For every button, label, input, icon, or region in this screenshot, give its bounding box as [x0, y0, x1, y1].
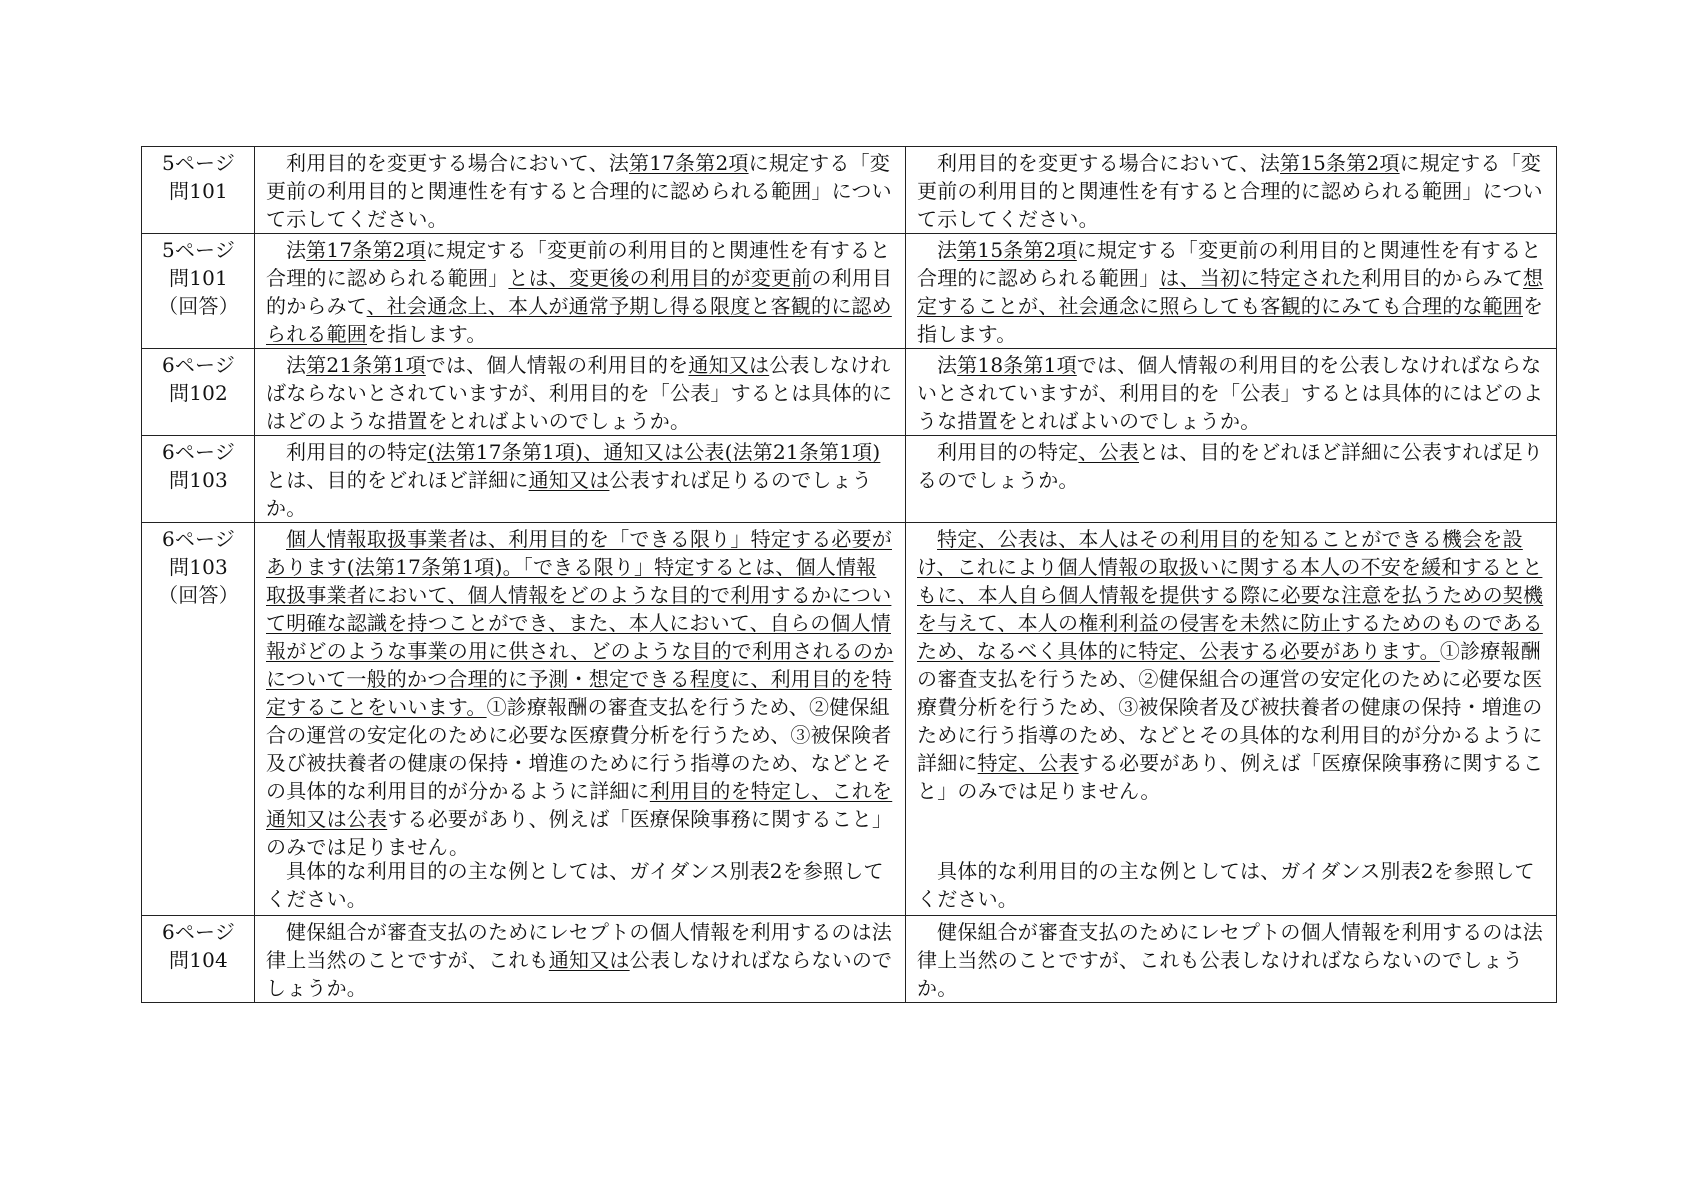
underlined-text: 第17条第2項: [629, 151, 749, 175]
text-segment: 具体的な利用目的の主な例としては、ガイダンス別表2を参照してください。: [266, 859, 884, 911]
text-segment: する必要があり、例えば「医療保険事務に関すること」のみでは足りません。: [266, 807, 893, 859]
text-segment: では、個人情報の利用目的を公表しなければならないとされていますが、利用目的を「公表」するとは具体的にはどのような措置をとればよいのでしょうか。: [917, 353, 1544, 433]
text-segment: 利用目的を変更する場合において、法: [286, 151, 629, 175]
text-segment: を指します。: [917, 294, 1544, 346]
row-label-line: 6ページ: [161, 440, 236, 464]
underlined-text: は、当初に特定された: [1159, 266, 1362, 290]
text-segment: 利用目的からみて: [1361, 266, 1524, 290]
row-label-line: 6ページ: [161, 920, 236, 944]
paragraph: [917, 918, 1546, 1002]
row-label-line: 問103: [169, 468, 228, 492]
paragraph: [266, 236, 895, 348]
text-segment: 具体的な利用目的の主な例としては、ガイダンス別表2を参照してください。: [917, 859, 1535, 911]
underlined-text: 個人情報取扱事業者は、利用目的を「できる限り」特定する必要があります(法第17条第1項)。「できる限り」特定するとは、個人情報取扱事業者において、個人情報をどのような目的で利用するかについて明確な認識を持つことができ、また、本人において、自らの個人情報がどのような事業の用に供され、どのような目的で利用されるのかについて一般的かつ合理的に予測・想定できる程度に、利用目的を特定することをいいます。: [266, 527, 894, 719]
underlined-text: 、公表: [1078, 440, 1140, 464]
text-segment: 公表すれば足りるのでしょうか。: [266, 468, 873, 520]
paragraph: [917, 525, 1546, 805]
table-row: [142, 349, 1557, 436]
row-label: [142, 349, 255, 436]
current-text-cell: [906, 523, 1557, 916]
revised-text-cell: [255, 234, 906, 349]
text-segment: とは、目的をどれほど詳細に: [266, 468, 529, 492]
text-segment: に規定する「変更前の利用目的と関連性を有すると合理的に認められる範囲」について示してください。: [266, 151, 892, 231]
paragraph: [266, 918, 895, 1002]
text-segment: 健保組合が審査支払のためにレセプトの個人情報を利用するのは法律上当然のことですが、これも公表しなければならないのでしょうか。: [917, 920, 1543, 1000]
current-text-cell: [906, 916, 1557, 1003]
underlined-text: 想定することが、社会通念に照らしても客観的にみても合理的な範囲: [917, 266, 1544, 318]
row-label: [142, 523, 255, 916]
table-row: [142, 436, 1557, 523]
text-segment: 法: [286, 238, 307, 262]
revised-text-cell: [255, 349, 906, 436]
text-segment: 利用目的の特定: [286, 440, 428, 464]
paragraph: [917, 236, 1546, 348]
paragraph: [917, 149, 1546, 233]
text-segment: 利用目的を変更する場合において、法: [937, 151, 1280, 175]
underlined-text: 第17条第2項: [306, 238, 426, 262]
underlined-text: 通知又は: [688, 353, 770, 377]
text-segment: 法: [937, 353, 958, 377]
paragraph: [266, 525, 895, 861]
current-text-cell: [906, 436, 1557, 523]
row-label-line: 5ページ: [161, 151, 236, 175]
text-segment: 公表しなければならないとされていますが、利用目的を「公表」するとは具体的にはどのような措置をとればよいのでしょうか。: [266, 353, 893, 433]
text-segment: では、個人情報の利用目的を: [425, 353, 689, 377]
table-row: [142, 147, 1557, 234]
revised-text-cell: [255, 523, 906, 916]
row-label-line: （回答）: [158, 294, 239, 318]
revised-text-cell: [255, 147, 906, 234]
text-segment: に規定する「変更前の利用目的と関連性を有すると合理的に認められる範囲」: [266, 238, 891, 290]
comparison-table: [141, 146, 1557, 1003]
table-row: [142, 234, 1557, 349]
table-row: [142, 523, 1557, 916]
underlined-text: 特定、公表: [977, 751, 1079, 775]
row-label-line: 問101: [169, 266, 228, 290]
row-label-line: 問104: [169, 948, 228, 972]
table-row: [142, 916, 1557, 1003]
text-segment: 法: [937, 238, 958, 262]
text-segment: を指します。: [367, 322, 487, 346]
revised-text-cell: [255, 916, 906, 1003]
paragraph: [917, 351, 1546, 435]
text-segment: 法: [286, 353, 307, 377]
underlined-text: 利用目的を特定し、これを通知又は公表: [266, 779, 893, 831]
row-label-line: 6ページ: [161, 353, 236, 377]
row-label-line: 5ページ: [161, 238, 236, 262]
paragraph: [266, 149, 895, 233]
revised-text-cell: [255, 436, 906, 523]
row-label: [142, 436, 255, 523]
text-segment: 公表しなければならないのでしょうか。: [266, 948, 893, 1000]
row-label-line: 問102: [169, 381, 228, 405]
row-label-line: （回答）: [158, 583, 239, 607]
paragraph: [266, 857, 895, 913]
current-text-cell: [906, 349, 1557, 436]
underlined-text: 特定、公表は、本人はその利用目的を知ることができる機会を設け、これにより個人情報の取扱いに関する本人の不安を緩和するとともに、本人自ら個人情報を提供する際に必要な注意を払うための契機を与えて、本人の権利利益の侵害を未然に防止するためのものであるため、なるべく具体的に特定、公表する必要があります。: [917, 527, 1544, 663]
row-label: [142, 916, 255, 1003]
text-segment: に規定する「変更前の利用目的と関連性を有すると合理的に認められる範囲」について示してください。: [917, 151, 1543, 231]
text-segment: とは、目的をどれほど詳細に公表すれば足りるのでしょうか。: [917, 440, 1544, 492]
underlined-text: 第15条第2項: [957, 238, 1077, 262]
row-label: [142, 147, 255, 234]
text-segment: 健保組合が審査支払のためにレセプトの個人情報を利用するのは法律上当然のことですが、これも: [266, 920, 892, 972]
text-segment: の利用目的からみて: [266, 266, 893, 318]
text-segment: ①診療報酬の審査支払を行うため、②健保組合の運営の安定化のために必要な医療費分析を行うため、③被保険者及び被扶養者の健康の保持・増進のために行う指導のため、などとその具体的な利用目的が分かるように詳細に: [917, 639, 1543, 775]
text-segment: ①診療報酬の審査支払を行うため、②健保組合の運営の安定化のために必要な医療費分析を行うため、③被保険者及び被扶養者の健康の保持・増進のために行う指導のため、などとその具体的な利用目的が分かるように詳細に: [266, 695, 892, 803]
underlined-text: (法第17条第1項)、通知又は公表(法第21条第1項): [427, 440, 881, 464]
paragraph: [917, 438, 1546, 494]
underlined-text: 通知又は: [548, 948, 630, 972]
underlined-text: 第15条第2項: [1280, 151, 1400, 175]
row-label-line: 問103: [169, 555, 228, 579]
underlined-text: 第18条第1項: [957, 353, 1077, 377]
underlined-text: とは、変更後の利用目的が変更前: [508, 266, 812, 290]
text-segment: 利用目的の特定: [937, 440, 1079, 464]
row-label-line: 問101: [169, 179, 228, 203]
underlined-text: 通知又は: [528, 468, 610, 492]
row-label-line: 6ページ: [161, 527, 236, 551]
text-segment: に規定する「変更前の利用目的と関連性を有すると合理的に認められる範囲」: [917, 238, 1542, 290]
text-segment: する必要があり、例えば「医療保険事務に関すること」のみでは足りません。: [917, 751, 1544, 803]
row-label: [142, 234, 255, 349]
underlined-text: 第21条第1項: [306, 353, 426, 377]
paragraph: [917, 857, 1546, 913]
comparison-rows: [142, 147, 1557, 1003]
current-text-cell: [906, 234, 1557, 349]
underlined-text: 、社会通念上、本人が通常予期し得る限度と客観的に認められる範囲: [266, 294, 892, 346]
paragraph: [266, 438, 895, 522]
current-text-cell: [906, 147, 1557, 234]
paragraph: [266, 351, 895, 435]
